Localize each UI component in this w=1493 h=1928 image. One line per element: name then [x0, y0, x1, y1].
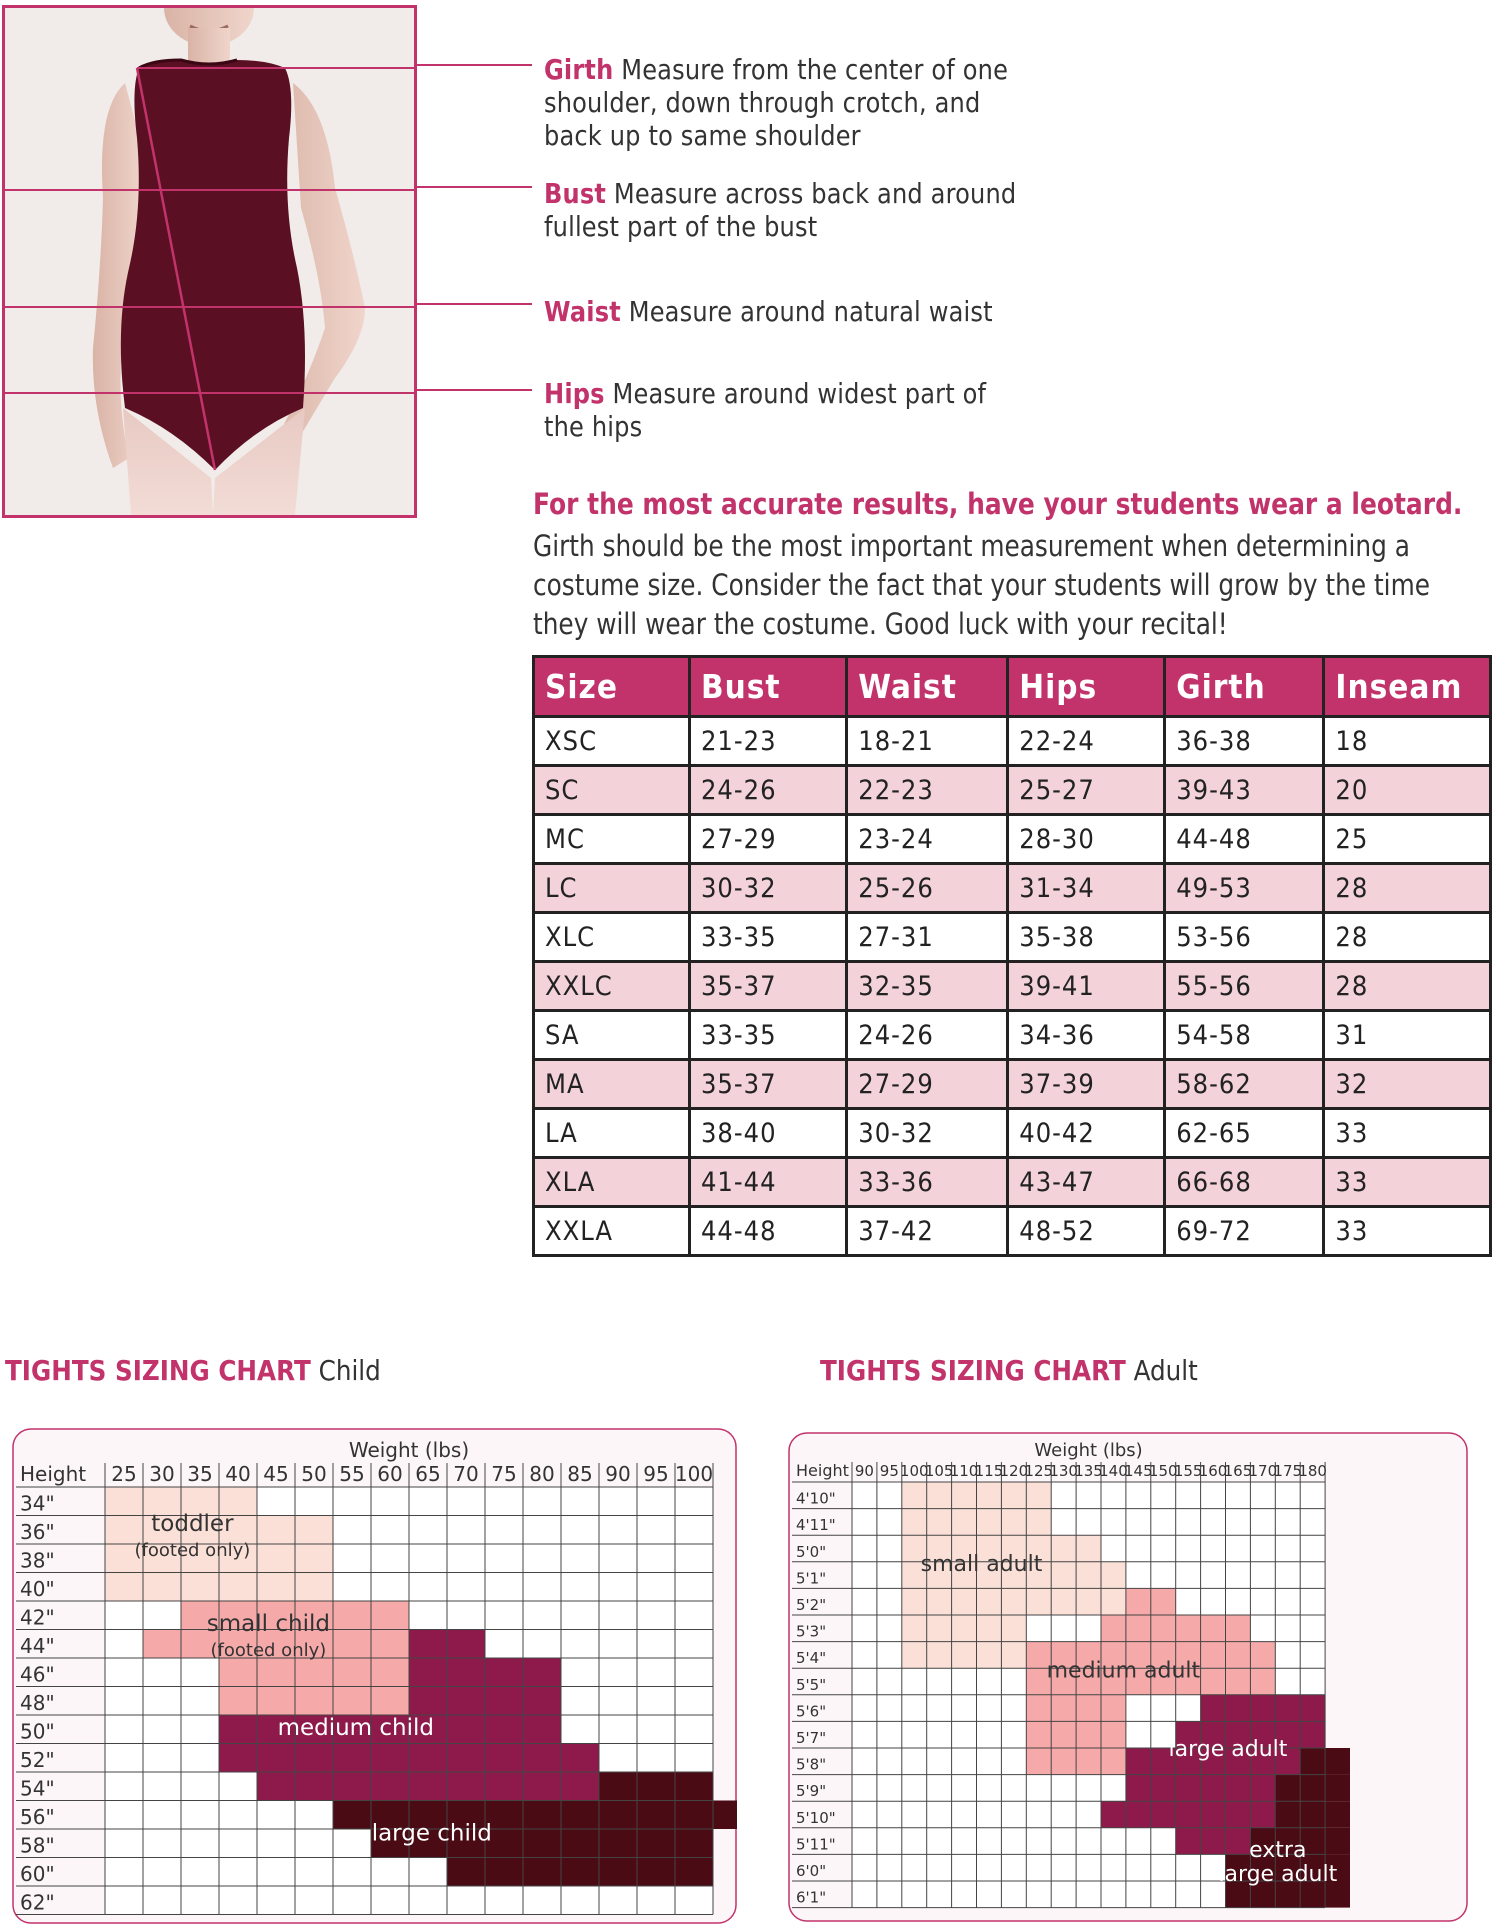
- weight-tick: 115: [974, 1462, 1004, 1480]
- zone-label-large-child: large child: [371, 1820, 492, 1847]
- zone-label-extra: extra: [1249, 1838, 1307, 1864]
- size-cell: 25-26: [847, 864, 1008, 913]
- weight-tick: 90: [605, 1462, 631, 1486]
- size-cell: 28: [1324, 864, 1491, 913]
- size-cell: 34-36: [1008, 1011, 1165, 1060]
- size-cell: 30-32: [847, 1109, 1008, 1158]
- zone-label-large-adult: large adult: [1168, 1736, 1288, 1762]
- height-tick: 5'7": [796, 1729, 827, 1747]
- size-cell: 43-47: [1008, 1158, 1165, 1207]
- weight-tick: 165: [1223, 1462, 1253, 1480]
- zone-block-large-adult: [1201, 1695, 1326, 1722]
- height-tick: 6'1": [796, 1888, 827, 1907]
- hips-label: Hips: [544, 377, 605, 410]
- size-row: [534, 864, 1491, 913]
- size-cell: 33: [1324, 1109, 1491, 1158]
- weight-tick: 50: [301, 1462, 327, 1486]
- size-cell: 44-48: [1165, 815, 1324, 864]
- size-table-header: [534, 657, 1491, 717]
- size-cell: 39-41: [1008, 962, 1165, 1011]
- size-cell: 31-34: [1008, 864, 1165, 913]
- zone-label-small-adult: small adult: [920, 1552, 1043, 1578]
- size-header-size: Size: [534, 657, 690, 717]
- size-cell: 22-24: [1008, 717, 1165, 766]
- weight-tick: 75: [491, 1462, 517, 1486]
- girth-text: Measure from the center of one shoulder, down through crotch, and back up to same shoulder: [544, 53, 1009, 152]
- size-cell: 22-23: [847, 766, 1008, 815]
- weight-tick: 140: [1099, 1462, 1128, 1480]
- size-cell: XSC: [534, 717, 690, 766]
- size-cell: XXLC: [534, 962, 690, 1011]
- weight-tick: 90: [854, 1462, 874, 1480]
- zone-block-large-adult: [1176, 1828, 1251, 1855]
- size-cell: 31: [1324, 1011, 1491, 1060]
- girth-label: Girth: [544, 53, 614, 86]
- size-cell: 33: [1324, 1207, 1491, 1256]
- height-tick: 4'11": [796, 1516, 836, 1535]
- height-tick: 38": [20, 1548, 55, 1573]
- size-row: [534, 1207, 1491, 1256]
- weight-tick: 130: [1049, 1462, 1078, 1480]
- height-tick: 5'10": [796, 1808, 836, 1827]
- weight-tick: 60: [377, 1462, 403, 1486]
- adult-tights-title: [820, 1354, 1198, 1387]
- size-row: [534, 913, 1491, 962]
- size-cell: 55-56: [1165, 962, 1324, 1011]
- weight-tick: 45: [263, 1462, 289, 1486]
- zone-sublabel: (footed only): [134, 1540, 251, 1562]
- height-tick: 44": [20, 1634, 55, 1658]
- height-axis-label: Height: [20, 1462, 87, 1486]
- size-table: [532, 655, 1492, 1257]
- size-header-hips: Hips: [1008, 657, 1165, 717]
- zone-block-medium-child: [257, 1772, 599, 1801]
- size-cell: 37-42: [847, 1207, 1008, 1256]
- weight-tick: 100: [899, 1462, 929, 1480]
- waist-leader: [417, 303, 532, 305]
- size-header-girth: Girth: [1165, 657, 1324, 717]
- height-tick: 5'0": [796, 1542, 827, 1561]
- height-tick: 54": [20, 1776, 55, 1801]
- weight-tick: 100: [674, 1462, 714, 1486]
- zone-label-small-child: small child: [206, 1610, 330, 1637]
- size-cell: 41-44: [689, 1158, 846, 1207]
- size-row: [534, 766, 1491, 815]
- weight-tick: 65: [415, 1462, 441, 1486]
- size-cell: XLC: [534, 913, 690, 962]
- weight-axis-label: Weight (lbs): [1034, 1440, 1143, 1461]
- height-tick: 56": [20, 1805, 55, 1829]
- weight-tick: 35: [187, 1462, 213, 1486]
- size-cell: SC: [534, 766, 690, 815]
- hips-instruction: [544, 377, 1026, 443]
- size-cell: 33-35: [689, 913, 846, 962]
- height-tick: 62": [20, 1890, 55, 1915]
- size-row: [534, 1158, 1491, 1207]
- height-tick: 42": [20, 1605, 55, 1630]
- zone-label-toddler: toddler: [151, 1511, 234, 1538]
- size-row: [534, 1109, 1491, 1158]
- zone-block-large-child: [599, 1772, 713, 1801]
- size-cell: 21-23: [689, 717, 846, 766]
- bust-label: Bust: [544, 177, 607, 210]
- size-cell: 32: [1324, 1060, 1491, 1109]
- hips-leader: [417, 389, 532, 391]
- zone-block-extra: [1275, 1801, 1350, 1828]
- size-cell: 28-30: [1008, 815, 1165, 864]
- weight-tick: 175: [1273, 1462, 1303, 1480]
- size-cell: 27-29: [847, 1060, 1008, 1109]
- weight-tick: 55: [339, 1462, 365, 1486]
- size-cell: LC: [534, 864, 690, 913]
- size-cell: 18: [1324, 717, 1491, 766]
- height-tick: 60": [20, 1862, 55, 1886]
- size-cell: 32-35: [847, 962, 1008, 1011]
- girth-instruction: [544, 53, 1026, 152]
- size-cell: MA: [534, 1060, 690, 1109]
- height-tick: 5'9": [796, 1782, 827, 1801]
- height-tick: 46": [20, 1662, 55, 1687]
- size-cell: 24-26: [847, 1011, 1008, 1060]
- bust-leader: [417, 186, 532, 188]
- size-table-body: [534, 717, 1491, 1256]
- note-heading: For the most accurate results, have your students wear a leotard.: [533, 487, 1463, 521]
- adult-title-rest: Adult: [1133, 1354, 1198, 1387]
- weight-tick: 70: [453, 1462, 479, 1486]
- height-tick: 6'0": [796, 1862, 827, 1880]
- waist-instruction: [544, 295, 1026, 328]
- size-header-inseam: Inseam: [1324, 657, 1491, 717]
- height-tick: 4'10": [796, 1489, 836, 1508]
- size-row: [534, 717, 1491, 766]
- size-cell: 18-21: [847, 717, 1008, 766]
- size-cell: 25-27: [1008, 766, 1165, 815]
- zone-label-medium-child: medium child: [277, 1714, 435, 1741]
- weight-tick: 150: [1148, 1462, 1178, 1480]
- weight-tick: 135: [1074, 1462, 1103, 1480]
- zone-block-extra: [1275, 1775, 1350, 1802]
- size-cell: 37-39: [1008, 1060, 1165, 1109]
- bust-text: Measure across back and around fullest part of the bust: [544, 177, 1017, 243]
- size-cell: 35-38: [1008, 913, 1165, 962]
- height-tick: 48": [20, 1691, 55, 1715]
- hips-text: Measure around widest part of the hips: [544, 377, 987, 443]
- size-cell: 53-56: [1165, 913, 1324, 962]
- height-tick: 5'4": [796, 1649, 827, 1668]
- weight-tick: 125: [1024, 1462, 1054, 1480]
- adult-tights-chart: [788, 1432, 1468, 1922]
- weight-tick: 155: [1173, 1462, 1203, 1480]
- weight-tick: 160: [1198, 1462, 1228, 1480]
- waist-label: Waist: [544, 295, 621, 328]
- weight-tick: 110: [949, 1462, 979, 1480]
- zone-sublabel: (footed only): [210, 1639, 327, 1661]
- size-header-waist: Waist: [847, 657, 1008, 717]
- waist-text: Measure around natural waist: [628, 295, 993, 328]
- zone-block-large-child: [447, 1858, 713, 1887]
- girth-leader: [417, 64, 532, 66]
- height-tick: 5'5": [796, 1675, 827, 1694]
- child-title-rest: Child: [318, 1354, 381, 1387]
- height-tick: 5'6": [796, 1702, 827, 1721]
- weight-tick: 105: [924, 1462, 954, 1480]
- child-title-bold: TIGHTS SIZING CHART: [5, 1354, 311, 1387]
- size-cell: 33: [1324, 1158, 1491, 1207]
- height-tick: 50": [20, 1719, 55, 1744]
- height-tick: 36": [20, 1520, 55, 1544]
- height-tick: 5'3": [796, 1622, 827, 1641]
- size-cell: 27-31: [847, 913, 1008, 962]
- size-header-bust: Bust: [689, 657, 846, 717]
- size-cell: 25: [1324, 815, 1491, 864]
- weight-tick: 170: [1248, 1462, 1278, 1480]
- size-cell: 36-38: [1165, 717, 1324, 766]
- size-cell: 35-37: [689, 1060, 846, 1109]
- size-cell: LA: [534, 1109, 690, 1158]
- size-cell: 30-32: [689, 864, 846, 913]
- size-cell: 23-24: [847, 815, 1008, 864]
- height-tick: 52": [20, 1748, 55, 1772]
- size-cell: 44-48: [689, 1207, 846, 1256]
- size-cell: 33-35: [689, 1011, 846, 1060]
- size-cell: 49-53: [1165, 864, 1324, 913]
- size-cell: 40-42: [1008, 1109, 1165, 1158]
- size-cell: 69-72: [1165, 1207, 1324, 1256]
- note-body: Girth should be the most important measurement when determining a costume size. Consider the fact that your students will grow by the time they will wear the costume. Good luck with your recital!: [533, 529, 1430, 641]
- size-row: [534, 815, 1491, 864]
- weight-tick: 145: [1124, 1462, 1153, 1480]
- weight-tick: 85: [567, 1462, 593, 1486]
- weight-axis-label: Weight (lbs): [348, 1438, 470, 1462]
- zone-sublabel: large adult: [1218, 1862, 1338, 1888]
- zone-block-large-adult: [1101, 1801, 1275, 1828]
- height-axis-label: Height: [796, 1461, 849, 1480]
- size-cell: 66-68: [1165, 1158, 1324, 1207]
- weight-tick: 80: [529, 1462, 555, 1486]
- height-tick: 5'2": [796, 1596, 827, 1614]
- size-cell: 39-43: [1165, 766, 1324, 815]
- leotard-photo: [2, 5, 417, 518]
- height-tick: 34": [20, 1491, 55, 1516]
- size-cell: 20: [1324, 766, 1491, 815]
- size-cell: XLA: [534, 1158, 690, 1207]
- size-cell: 35-37: [689, 962, 846, 1011]
- weight-tick: 95: [643, 1462, 669, 1486]
- child-tights-chart: [12, 1428, 737, 1924]
- size-cell: 62-65: [1165, 1109, 1324, 1158]
- height-tick: 40": [20, 1577, 55, 1601]
- weight-tick: 95: [879, 1462, 899, 1480]
- size-cell: 27-29: [689, 815, 846, 864]
- size-cell: 24-26: [689, 766, 846, 815]
- size-row: [534, 1011, 1491, 1060]
- weight-tick: 30: [149, 1462, 175, 1486]
- size-row: [534, 1060, 1491, 1109]
- size-cell: MC: [534, 815, 690, 864]
- adult-title-bold: TIGHTS SIZING CHART: [820, 1354, 1126, 1387]
- bust-instruction: [544, 177, 1026, 243]
- size-cell: 28: [1324, 962, 1491, 1011]
- height-tick: 5'11": [796, 1835, 836, 1854]
- size-cell: 54-58: [1165, 1011, 1324, 1060]
- weight-tick: 120: [999, 1462, 1029, 1480]
- height-tick: 58": [20, 1833, 55, 1858]
- weight-tick: 40: [225, 1462, 251, 1486]
- child-tights-title: [5, 1354, 381, 1387]
- size-cell: 33-36: [847, 1158, 1008, 1207]
- zone-label-medium-adult: medium adult: [1046, 1658, 1201, 1684]
- size-cell: 48-52: [1008, 1207, 1165, 1256]
- size-cell: XXLA: [534, 1207, 690, 1256]
- height-tick: 5'1": [796, 1569, 827, 1588]
- size-cell: 28: [1324, 913, 1491, 962]
- weight-tick: 25: [111, 1462, 137, 1486]
- size-cell: 38-40: [689, 1109, 846, 1158]
- weight-tick: 180: [1298, 1462, 1327, 1480]
- size-cell: 58-62: [1165, 1060, 1324, 1109]
- height-tick: 5'8": [796, 1755, 827, 1774]
- size-cell: SA: [534, 1011, 690, 1060]
- size-row: [534, 962, 1491, 1011]
